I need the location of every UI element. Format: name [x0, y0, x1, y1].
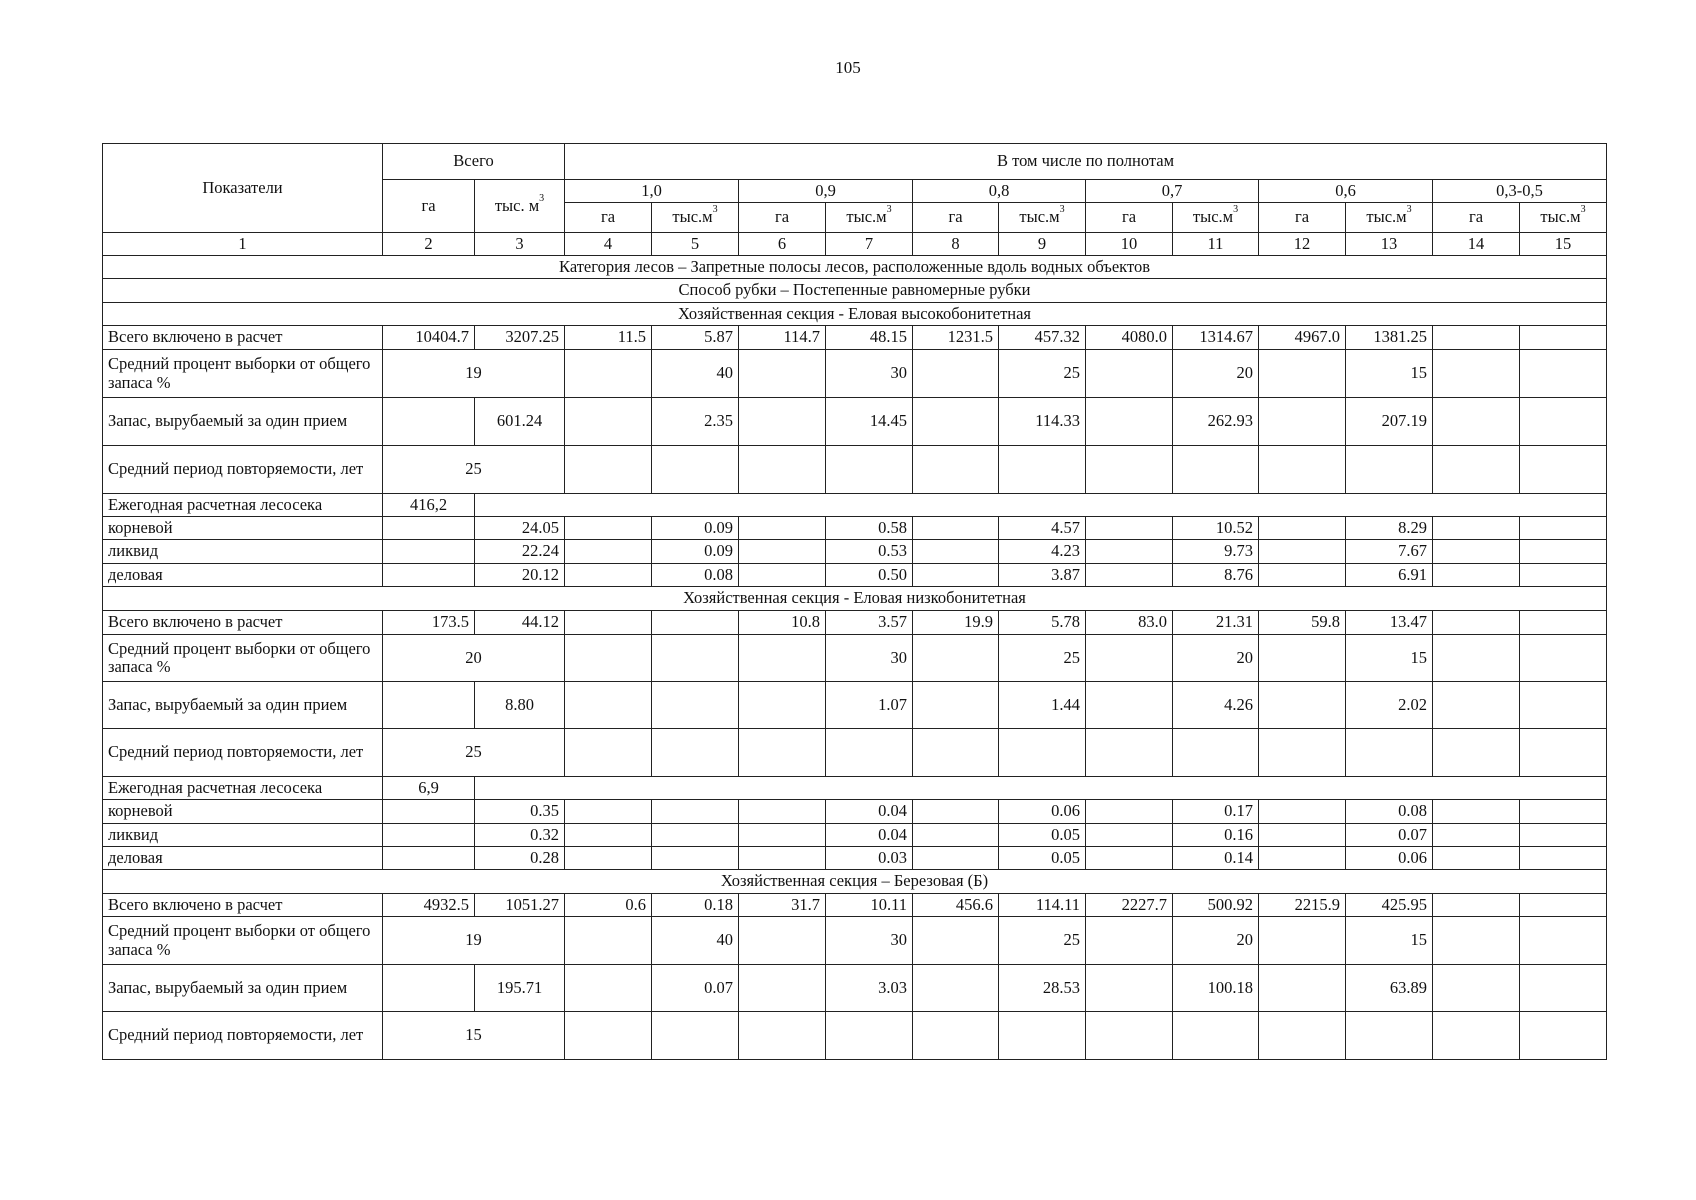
unit-volume: $тыс.м^3$ — [1173, 203, 1259, 233]
cell: 173.5 — [383, 611, 475, 635]
col-number: 6 — [739, 233, 826, 256]
cell: 114.33 — [999, 398, 1086, 446]
unit-ha: га — [1259, 203, 1346, 233]
page-number: 105 — [835, 58, 861, 77]
cell: 31.7 — [739, 894, 826, 917]
unit-ha: га — [1433, 203, 1520, 233]
cell: 0.06 — [999, 800, 1086, 824]
row-label-root: корневой — [103, 517, 383, 540]
cell — [652, 635, 739, 682]
cell: 20 — [1173, 635, 1259, 682]
cell — [1433, 611, 1520, 635]
cell: 28.53 — [999, 965, 1086, 1012]
cell: 20 — [1173, 917, 1259, 965]
cell — [1520, 965, 1607, 1012]
col-number: 14 — [1433, 233, 1520, 256]
section-title: Хозяйственная секция - Еловая высокобонитетная — [103, 303, 1607, 326]
cell: 13.47 — [1346, 611, 1433, 635]
row-label-period: Средний период повторяемости, лет — [103, 1012, 383, 1060]
cell: 30 — [826, 635, 913, 682]
cell: 456.6 — [913, 894, 999, 917]
header-total-ha: га — [383, 180, 475, 233]
cell — [1520, 682, 1607, 729]
cell: 1381.25 — [1346, 326, 1433, 350]
cell: 416,2 — [383, 494, 475, 517]
cell: 114.11 — [999, 894, 1086, 917]
cell: 114.7 — [739, 326, 826, 350]
col-number: 9 — [999, 233, 1086, 256]
unit-volume: $тыс.м^3$ — [1346, 203, 1433, 233]
cell: 10.11 — [826, 894, 913, 917]
col-number: 7 — [826, 233, 913, 256]
header-density-06: 0,6 — [1259, 180, 1433, 203]
cell — [1433, 326, 1520, 350]
cell: 1.44 — [999, 682, 1086, 729]
cell — [1433, 894, 1520, 917]
header-density-08: 0,8 — [913, 180, 1086, 203]
section-title: Хозяйственная секция - Еловая низкобонитетная — [103, 587, 1607, 611]
cell: 500.92 — [1173, 894, 1259, 917]
cell — [652, 824, 739, 847]
cell: 25 — [383, 729, 565, 777]
cell — [1520, 326, 1607, 350]
forest-category: Категория лесов – Запретные полосы лесов, расположенные вдоль водных объектов — [103, 256, 1607, 279]
unit-volume: $тыс.м^3$ — [826, 203, 913, 233]
cell: 44.12 — [475, 611, 565, 635]
section-title: Хозяйственная секция – Березовая (Б) — [103, 870, 1607, 894]
cell: 20.12 — [475, 564, 565, 587]
cell — [565, 611, 652, 635]
cell: 20 — [1173, 350, 1259, 398]
cell: 1.07 — [826, 682, 913, 729]
row-label-percent: Средний процент выборки от общего запаса % — [103, 917, 383, 965]
cell: 0.32 — [475, 824, 565, 847]
col-number: 3 — [475, 233, 565, 256]
row-label-period: Средний период повторяемости, лет — [103, 446, 383, 494]
cell: 0.05 — [999, 847, 1086, 870]
unit-volume: $тыс.м^3$ — [999, 203, 1086, 233]
cell: 63.89 — [1346, 965, 1433, 1012]
cell: 10.52 — [1173, 517, 1259, 540]
cell: 0.08 — [1346, 800, 1433, 824]
col-number: 10 — [1086, 233, 1173, 256]
cell: 4.26 — [1173, 682, 1259, 729]
cell: 0.08 — [652, 564, 739, 587]
cell: 4080.0 — [1086, 326, 1173, 350]
cell: 1231.5 — [913, 326, 999, 350]
cell: 40 — [652, 917, 739, 965]
unit-ha: га — [1086, 203, 1173, 233]
cell — [1520, 611, 1607, 635]
cell: 2227.7 — [1086, 894, 1173, 917]
row-label-business: деловая — [103, 847, 383, 870]
cell: 6.91 — [1346, 564, 1433, 587]
col-number: 1 — [103, 233, 383, 256]
cell: 48.15 — [826, 326, 913, 350]
cell: 7.67 — [1346, 540, 1433, 564]
cell: 22.24 — [475, 540, 565, 564]
row-label-total: Всего включено в расчет — [103, 611, 383, 635]
cell: 0.09 — [652, 517, 739, 540]
cell: 457.32 — [999, 326, 1086, 350]
col-number: 4 — [565, 233, 652, 256]
cell: 15 — [1346, 635, 1433, 682]
cell: 0.28 — [475, 847, 565, 870]
cell: 4.57 — [999, 517, 1086, 540]
cell: 4932.5 — [383, 894, 475, 917]
unit-ha: га — [913, 203, 999, 233]
cell — [1520, 635, 1607, 682]
col-number: 8 — [913, 233, 999, 256]
cell: 262.93 — [1173, 398, 1259, 446]
cell: 15 — [383, 1012, 565, 1060]
cell: 0.07 — [1346, 824, 1433, 847]
header-density-10: 1,0 — [565, 180, 739, 203]
cell: 425.95 — [1346, 894, 1433, 917]
cell: 25 — [999, 917, 1086, 965]
cell: 4.23 — [999, 540, 1086, 564]
row-label-liquid: ликвид — [103, 540, 383, 564]
cell — [1520, 540, 1607, 564]
cell: 83.0 — [1086, 611, 1173, 635]
cell: 0.09 — [652, 540, 739, 564]
cell: 30 — [826, 350, 913, 398]
cell — [1520, 824, 1607, 847]
cell: 11.5 — [565, 326, 652, 350]
row-label-percent: Средний процент выборки от общего запаса % — [103, 350, 383, 398]
cell: 14.45 — [826, 398, 913, 446]
cell: 40 — [652, 350, 739, 398]
cell: 6,9 — [383, 777, 475, 800]
unit-volume: $тыс.м^3$ — [1520, 203, 1607, 233]
cell: 25 — [999, 350, 1086, 398]
cell: 2.35 — [652, 398, 739, 446]
cell: 4967.0 — [1259, 326, 1346, 350]
cell: 10.8 — [739, 611, 826, 635]
header-total: Всего — [383, 144, 565, 180]
cell: 30 — [826, 917, 913, 965]
cell: 207.19 — [1346, 398, 1433, 446]
cell: 601.24 — [475, 398, 565, 446]
cell — [652, 682, 739, 729]
col-number: 5 — [652, 233, 739, 256]
cell — [1520, 917, 1607, 965]
row-label-annual: Ежегодная расчетная лесосека — [103, 777, 383, 800]
cell: 21.31 — [1173, 611, 1259, 635]
row-label-total: Всего включено в расчет — [103, 326, 383, 350]
cell: 0.50 — [826, 564, 913, 587]
header-by-density: В том числе по полнотам — [565, 144, 1607, 180]
cell: 3.03 — [826, 965, 913, 1012]
cell — [1520, 847, 1607, 870]
col-number: 2 — [383, 233, 475, 256]
cell: 0.18 — [652, 894, 739, 917]
cell: 0.05 — [999, 824, 1086, 847]
cell: 0.6 — [565, 894, 652, 917]
header-density-07: 0,7 — [1086, 180, 1259, 203]
forest-cutting-table — [102, 143, 1607, 1060]
unit-ha: га — [739, 203, 826, 233]
cell: 0.06 — [1346, 847, 1433, 870]
row-label-root: корневой — [103, 800, 383, 824]
cell — [1520, 564, 1607, 587]
cell: 0.14 — [1173, 847, 1259, 870]
cell: 5.87 — [652, 326, 739, 350]
row-label-business: деловая — [103, 564, 383, 587]
cell — [1520, 517, 1607, 540]
cell: 19 — [383, 350, 565, 398]
cell: 0.07 — [652, 965, 739, 1012]
cell: 0.03 — [826, 847, 913, 870]
cell: 3207.25 — [475, 326, 565, 350]
cell: 1051.27 — [475, 894, 565, 917]
cell: 25 — [383, 446, 565, 494]
cell: 2.02 — [1346, 682, 1433, 729]
row-label-annual: Ежегодная расчетная лесосека — [103, 494, 383, 517]
header-indicators: Показатели — [103, 144, 383, 233]
cell — [652, 847, 739, 870]
row-label-period: Средний период повторяемости, лет — [103, 729, 383, 777]
cell: 19.9 — [913, 611, 999, 635]
cell: 0.16 — [1173, 824, 1259, 847]
cell: 10404.7 — [383, 326, 475, 350]
row-label-liquid: ликвид — [103, 824, 383, 847]
cell — [1520, 800, 1607, 824]
cell: 8.80 — [475, 682, 565, 729]
header-density-03-05: 0,3-0,5 — [1433, 180, 1607, 203]
cell: 0.04 — [826, 800, 913, 824]
cell: 25 — [999, 635, 1086, 682]
row-label-stock: Запас, вырубаемый за один прием — [103, 965, 383, 1012]
col-number: 15 — [1520, 233, 1607, 256]
row-label-stock: Запас, вырубаемый за один прием — [103, 682, 383, 729]
cell: 8.76 — [1173, 564, 1259, 587]
row-label-stock: Запас, вырубаемый за один прием — [103, 398, 383, 446]
cell — [1520, 350, 1607, 398]
col-number: 12 — [1259, 233, 1346, 256]
col-number: 11 — [1173, 233, 1259, 256]
row-label-percent: Средний процент выборки от общего запаса % — [103, 635, 383, 682]
unit-volume: $тыс.м^3$ — [652, 203, 739, 233]
cell: 1314.67 — [1173, 326, 1259, 350]
col-number: 13 — [1346, 233, 1433, 256]
cell: 8.29 — [1346, 517, 1433, 540]
header-density-09: 0,9 — [739, 180, 913, 203]
cell: 0.17 — [1173, 800, 1259, 824]
cell: 15 — [1346, 350, 1433, 398]
cell: 100.18 — [1173, 965, 1259, 1012]
cell: 0.53 — [826, 540, 913, 564]
cell — [652, 611, 739, 635]
header-total-volume: тыс. $м^3$ — [475, 180, 565, 233]
cell: 195.71 — [475, 965, 565, 1012]
cell — [1520, 398, 1607, 446]
cell — [652, 800, 739, 824]
cell: 19 — [383, 917, 565, 965]
cell: 5.78 — [999, 611, 1086, 635]
cell: 24.05 — [475, 517, 565, 540]
cell: 3.57 — [826, 611, 913, 635]
cell: 2215.9 — [1259, 894, 1346, 917]
cell: 9.73 — [1173, 540, 1259, 564]
row-label-total: Всего включено в расчет — [103, 894, 383, 917]
cell: 20 — [383, 635, 565, 682]
cell: 59.8 — [1259, 611, 1346, 635]
unit-ha: га — [565, 203, 652, 233]
cell: 15 — [1346, 917, 1433, 965]
cell: 0.04 — [826, 824, 913, 847]
cutting-method: Способ рубки – Постепенные равномерные рубки — [103, 279, 1607, 303]
cell: 0.58 — [826, 517, 913, 540]
cell: 0.35 — [475, 800, 565, 824]
cell — [1520, 894, 1607, 917]
cell: 3.87 — [999, 564, 1086, 587]
